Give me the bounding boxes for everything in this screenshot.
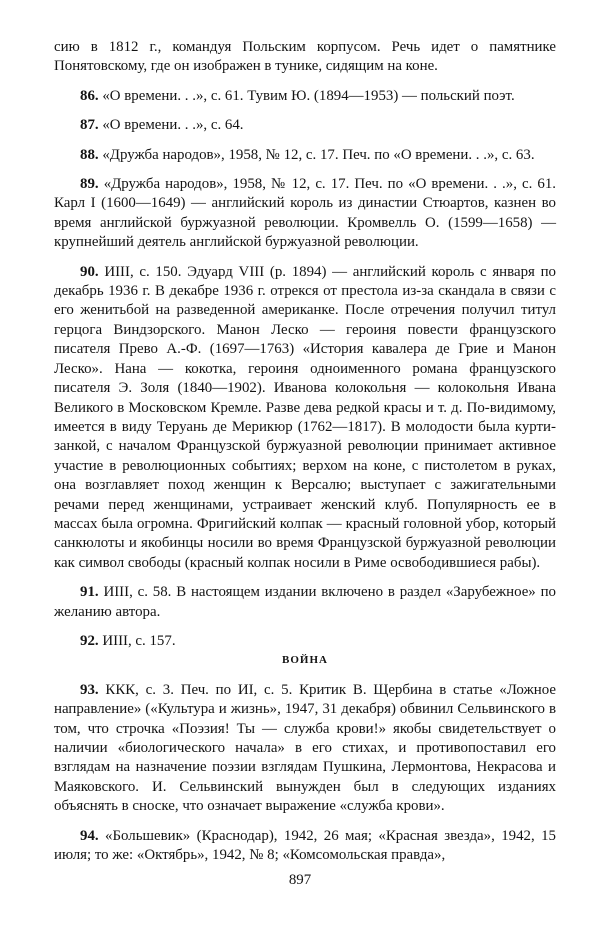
note-text: «Дружба народов», 1958, № 12, с. 17. Печ. по «О времени. . .», с. 63. (102, 146, 535, 163)
page-body (54, 38, 556, 865)
note-88 (54, 146, 556, 165)
note-text: «О времени. . .», с. 61. Тувим Ю. (1894—1953) — польский поэт. (102, 87, 515, 104)
section-heading: ВОЙНА (282, 654, 328, 667)
note-number: 90. (80, 263, 99, 280)
note-text: «Большевик» (Краснодар), 1942, 26 мая; «Красная звезда», 1942, 15 июля; то же: «Октябрь», 1942, № 8; «Комсомольская правда», (54, 827, 556, 864)
note-text: ИIII, с. 157. (102, 632, 176, 649)
note-93 (54, 681, 556, 817)
note-86 (54, 87, 556, 106)
note-text: «О времени. . .», с. 64. (102, 117, 244, 134)
note-text: ККК, с. 3. Печ. по ИI, с. 5. Критик В. Щербина в статье «Ложное направление» («Культура и жизнь», 1947, 31 декабря) обвинил Сельвинского в том, что строчка «Поэзия! Ты — служба крови!» якобы свидетельствует о наличии «биологического начала» в его стихах, и противопоставил его взглядам на назначение поэзии взглядам Пушкина, Лермонтова, Некрасова и Маяковского. И. Сельвинский вынужден был в следующих изданиях объяснять в сноске, что означает выражение «служба крови». (54, 681, 556, 815)
note-number: 93. (80, 681, 99, 698)
note-91 (54, 583, 556, 622)
note-number: 88. (80, 146, 99, 163)
note-number: 92. (80, 632, 99, 649)
note-94 (54, 827, 556, 866)
note-89 (54, 175, 556, 253)
page-number: 897 (288, 872, 312, 888)
note-number: 91. (80, 584, 99, 601)
note-92 (54, 632, 556, 651)
note-text: ИIII, с. 150. Эдуард VIII (р. 1894) — английский король с января по декабрь 1936 г. В декабре 1936 г. отрекся от престола из-за скандала в связи с его женитьбой на разведенной американке. После отречения получил титул герцога Виндзорского. Манон Леско — героиня повести французского писателя Прево А.-Ф. (1697—1763) «История кавалера де Грие и Манон Леско». Нана — кокотка, героиня одноименного романа французского писателя Э. Золя (1840—1902). Иванова колокольня — колокольня Ивана Великого в Московском Кремле. Разве дева редкой красы и т. д. По-видимому, имеется в виду Теруань де Мерикюр (1762—1817). В молодости была куртизанкой, с началом Французской буржуазной революции принимает активное участие в революционных событиях; верхом на коне, с пистолетом в руках, она возглавляет поход женщин к Версалю; выступает с зажигательными речами перед женщинами, устраивает женский клуб. Популярность ее в массах была огромна. Фригийский колпак — красный головной убор, который санкюлоты и якобинцы носили во время Французской буржуазной революции как символ свободы (красный колпак носили в Риме освободившиеся рабы). (54, 263, 556, 571)
continuation-text: сию в 1812 г., командуя Польским корпусом. Речь идет о памятнике Понятовскому, где он изображен в тунике, сидящим на коне. (54, 39, 556, 75)
note-number: 89. (80, 176, 99, 193)
note-87 (54, 116, 556, 135)
note-number: 86. (80, 87, 99, 104)
note-90 (54, 263, 556, 574)
note-text: «Дружба народов», 1958, № 12, с. 17. Печ. по «О времени. . .», с. 61. Карл I (1600—1649) — английский король из династии Стюартов, казнен во время английской буржуазной революции. Кромвелль О. (1599—1658) — крупнейший деятель английской буржуазной революции. (54, 176, 556, 251)
note-number: 94. (80, 827, 99, 844)
note-number: 87. (80, 117, 99, 134)
note-text: ИIII, с. 58. В настоящем издании включено в раздел «Зарубежное» по желанию автора. (54, 584, 556, 620)
